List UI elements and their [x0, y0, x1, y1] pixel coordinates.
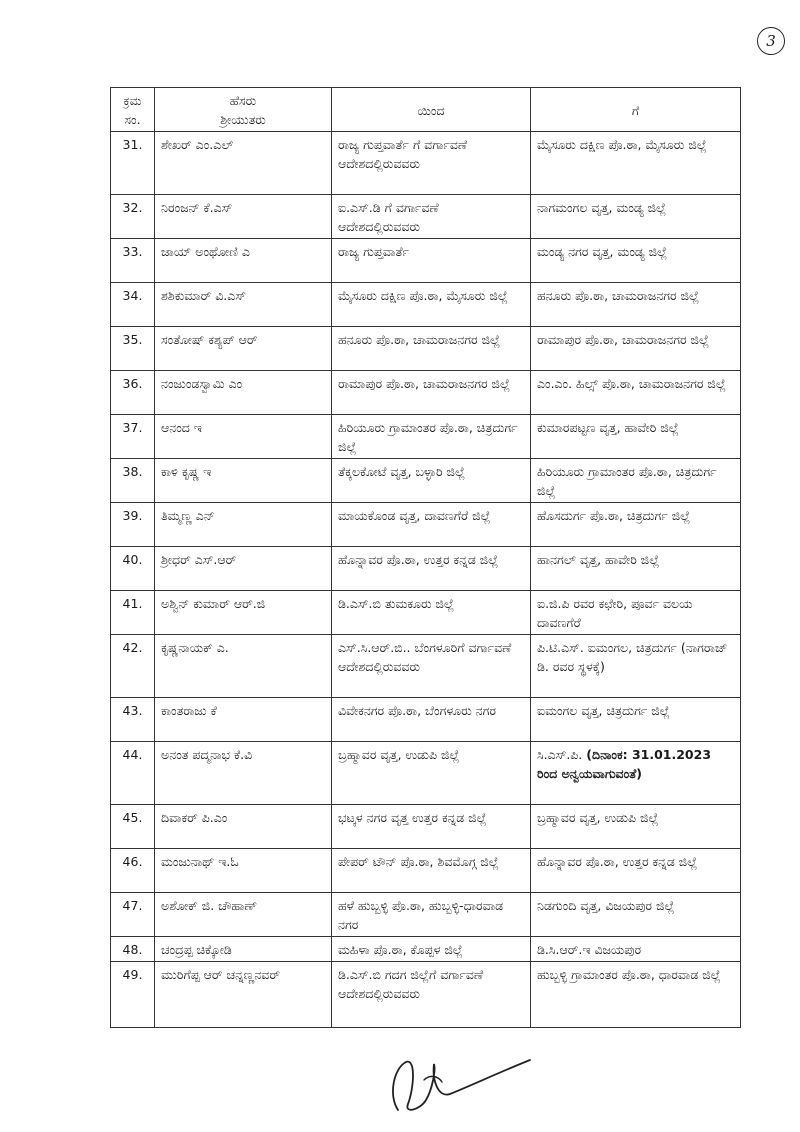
header-name-line2: ಶ್ರೀಯುತರು: [220, 112, 266, 127]
row-from: ಡಿ.ಎಸ್.ಬಿ ತುಮಕೂರು ಜಿಲ್ಲೆ: [332, 591, 531, 635]
row-to: ಹೊಸದುರ್ಗ ಪೊ.ಠಾ, ಚಿತ್ರದುರ್ಗ ಜಿಲ್ಲೆ: [531, 503, 741, 547]
row-name: ನಿರಂಜನ್ ಕೆ.ಎಸ್: [155, 195, 332, 239]
table-row: [111, 962, 741, 1028]
row-serial: 44.: [111, 742, 155, 805]
row-from: ಹನೂರು ಪೊ.ಠಾ, ಚಾಮರಾಜನಗರ ಜಿಲ್ಲೆ: [332, 327, 531, 371]
row-name: ಕೃಷ್ಣನಾಯಕ್ ಎ.: [155, 635, 332, 698]
row-name: ಸಂತೋಷ್ ಕಶ್ಯಪ್ ಆರ್: [155, 327, 332, 371]
transfer-table: [110, 87, 741, 1028]
signature: [380, 1040, 540, 1120]
table-row: [111, 698, 741, 742]
row-to: ರಾಮಾಪುರ ಪೊ.ಠಾ, ಚಾಮರಾಜನಗರ ಜಿಲ್ಲೆ: [531, 327, 741, 371]
row-serial: 46.: [111, 849, 155, 893]
row-to: ಡಿ.ಸಿ.ಆರ್.ಇ ವಿಜಯಪುರ: [531, 937, 741, 962]
header-name: [155, 88, 332, 132]
row-from: ವಿವೇಕನಗರ ಪೊ.ಠಾ, ಬೆಂಗಳೂರು ನಗರ: [332, 698, 531, 742]
table-row: [111, 503, 741, 547]
table-row: [111, 893, 741, 937]
row-to: ಎಂ.ಎಂ. ಹಿಲ್ಸ್ ಪೊ.ಠಾ, ಚಾಮರಾಜನಗರ ಜಿಲ್ಲೆ: [531, 371, 741, 415]
row-serial: 41.: [111, 591, 155, 635]
row-serial: 48.: [111, 937, 155, 962]
table-row: [111, 327, 741, 371]
table-header-row: [111, 88, 741, 132]
row-name: ಜಾಯ್ ಅಂಥೋಣಿ ಎ: [155, 239, 332, 283]
row-to: ಹಿರಿಯೂರು ಗ್ರಾಮಾಂತರ ಪೊ.ಠಾ, ಚಿತ್ರದುರ್ಗ ಜಿಲ್ಲೆ: [531, 459, 741, 503]
row-serial: 47.: [111, 893, 155, 937]
table-row: [111, 195, 741, 239]
row-to: ಹುಬ್ಬಳ್ಳಿ ಗ್ರಾಮಾಂತರ ಪೊ.ಠಾ, ಧಾರವಾಡ ಜಿಲ್ಲೆ: [531, 962, 741, 1028]
row-to: ಐ.ಜಿ.ಪಿ ರವರ ಕಛೇರಿ, ಪೂರ್ವ ವಲಯ ದಾವಣಗೆರೆ: [531, 591, 741, 635]
row-name: ಶೇಖರ್ ಎಂ.ಎಲ್: [155, 132, 332, 195]
row-to: [531, 742, 741, 805]
row-name: ಚಂದ್ರಪ್ಪ ಚಿಕ್ಕೋಡಿ: [155, 937, 332, 962]
row-serial: 32.: [111, 195, 155, 239]
row-from: ಐ.ಎಸ್.ಡಿ ಗೆ ವರ್ಗಾವಣೆ ಆದೇಶದಲ್ಲಿರುವವರು: [332, 195, 531, 239]
row-serial: 42.: [111, 635, 155, 698]
row-name: ಅಶ್ವಿನ್ ಕುಮಾರ್ ಆರ್.ಜಿ: [155, 591, 332, 635]
row-name: ಅಶೋಕ್ ಜಿ. ಚೌಹಾಣ್: [155, 893, 332, 937]
row-to: ಬ್ರಹ್ಮಾವರ ವೃತ್ತ, ಉಡುಪಿ ಜಿಲ್ಲೆ: [531, 805, 741, 849]
table-row: [111, 742, 741, 805]
row-to: ಕುಮಾರಪಟ್ಟಣ ವೃತ್ತ, ಹಾವೇರಿ ಜಿಲ್ಲೆ: [531, 415, 741, 459]
table-row: [111, 459, 741, 503]
row-from: ಮಹಿಳಾ ಪೊ.ಠಾ, ಕೊಪ್ಪಳ ಜಿಲ್ಲೆ: [332, 937, 531, 962]
row-name: ತಿಮ್ಮಣ್ಣ ಎನ್: [155, 503, 332, 547]
header-name-line1: ಹೆಸರು: [229, 93, 257, 108]
table-row: [111, 132, 741, 195]
table-row: [111, 283, 741, 327]
table-row: [111, 805, 741, 849]
row-name: ದಿವಾಕರ್ ಪಿ.ಎಂ: [155, 805, 332, 849]
row-to: ಪಿ.ಟಿ.ಎಸ್. ಐಮಂಗಲ, ಚಿತ್ರದುರ್ಗ (ನಾಗರಾಜ್ ಡಿ. ರವರ ಸ್ಥಳಕ್ಕೆ): [531, 635, 741, 698]
row-from: ಮಾಯಕೊಂಡ ವೃತ್ತ, ದಾವಣಗೆರೆ ಜಿಲ್ಲೆ: [332, 503, 531, 547]
row-from: ತೆಕ್ಕಲಕೋಟೆ ವೃತ್ತ, ಬಳ್ಳಾರಿ ಜಿಲ್ಲೆ: [332, 459, 531, 503]
table-row: [111, 849, 741, 893]
row-name: ಮುರಿಗೆಪ್ಪ ಆರ್ ಚನ್ನಣ್ಣನವರ್: [155, 962, 332, 1028]
table-row: [111, 635, 741, 698]
row-serial: 40.: [111, 547, 155, 591]
row-serial: 49.: [111, 962, 155, 1028]
row-to: ಐಮಂಗಲ ವೃತ್ತ, ಚಿತ್ರದುರ್ಗ ಜಿಲ್ಲೆ: [531, 698, 741, 742]
row-from: ಹಿರಿಯೂರು ಗ್ರಾಮಾಂತರ ಪೊ.ಠಾ, ಚಿತ್ರದುರ್ಗ ಜಿಲ್ಲೆ: [332, 415, 531, 459]
row-to-text: ಸಿ.ಎಸ್.ಪಿ.: [537, 747, 583, 762]
row-name: ಕಾಂತರಾಜು ಕೆ: [155, 698, 332, 742]
table-row: [111, 371, 741, 415]
row-from: ರಾಜ್ಯ ಗುಪ್ತವಾರ್ತೆ: [332, 239, 531, 283]
row-to: ಹೊನ್ನಾವರ ಪೊ.ಠಾ, ಉತ್ತರ ಕನ್ನಡ ಜಿಲ್ಲೆ: [531, 849, 741, 893]
row-from: ಎಸ್.ಸಿ.ಆರ್.ಬಿ.. ಬೆಂಗಳೂರಿಗೆ ವರ್ಗಾವಣೆ ಆದೇಶದಲ್ಲಿರುವವರು: [332, 635, 531, 698]
row-to: ಹಾನಗಲ್ ವೃತ್ತ, ಹಾವೇರಿ ಜಿಲ್ಲೆ: [531, 547, 741, 591]
header-to: ಗೆ: [531, 88, 741, 132]
effective-date-note: (ದಿನಾಂಕ: 31.01.2023 ರಿಂದ ಅನ್ವಯವಾಗುವಂತೆ): [537, 747, 712, 781]
table-row: [111, 415, 741, 459]
row-from: ಭಟ್ಕಳ ನಗರ ವೃತ್ತ ಉತ್ತರ ಕನ್ನಡ ಜಿಲ್ಲೆ: [332, 805, 531, 849]
header-from: ಯಿಂದ: [332, 88, 531, 132]
row-to: ಹನೂರು ಪೊ.ಠಾ, ಚಾಮರಾಜನಗರ ಜಿಲ್ಲೆ: [531, 283, 741, 327]
row-name: ಆನಂದ ಇ: [155, 415, 332, 459]
row-to: ಮೈಸೂರು ದಕ್ಷಿಣ ಪೊ.ಠಾ, ಮೈಸೂರು ಜಿಲ್ಲೆ: [531, 132, 741, 195]
row-name: ಕಾಳಿ ಕೃಷ್ಣ ಇ: [155, 459, 332, 503]
table-row: [111, 591, 741, 635]
row-name: ನಂಜುಂಡಸ್ವಾಮಿ ಎಂ: [155, 371, 332, 415]
table-row: [111, 239, 741, 283]
row-from: ಹೊನ್ನಾವರ ಪೊ.ಠಾ, ಉತ್ತರ ಕನ್ನಡ ಜಿಲ್ಲೆ: [332, 547, 531, 591]
row-to: ಮಂಡ್ಯ ನಗರ ವೃತ್ತ, ಮಂಡ್ಯ ಜಿಲ್ಲೆ: [531, 239, 741, 283]
row-from: ಮೈಸೂರು ದಕ್ಷಿಣ ಪೊ.ಠಾ, ಮೈಸೂರು ಜಿಲ್ಲೆ: [332, 283, 531, 327]
row-serial: 38.: [111, 459, 155, 503]
table-row: [111, 937, 741, 962]
row-from: ಹಳೆ ಹುಬ್ಬಳ್ಳಿ ಪೊ.ಠಾ, ಹುಬ್ಬಳ್ಳಿ-ಧಾರವಾಡ ನಗರ: [332, 893, 531, 937]
row-serial: 43.: [111, 698, 155, 742]
row-from: ಬ್ರಹ್ಮಾವರ ವೃತ್ತ, ಉಡುಪಿ ಜಿಲ್ಲೆ: [332, 742, 531, 805]
row-serial: 39.: [111, 503, 155, 547]
row-from: ಪೇಪರ್ ಟೌನ್ ಪೊ.ಠಾ, ಶಿವಮೊಗ್ಗ ಜಿಲ್ಲೆ: [332, 849, 531, 893]
row-name: ಅನಂತ ಪದ್ಮನಾಭ ಕೆ.ವಿ: [155, 742, 332, 805]
row-serial: 36.: [111, 371, 155, 415]
row-to: ನಿಡಗುಂದಿ ವೃತ್ತ, ವಿಜಯಪುರ ಜಿಲ್ಲೆ: [531, 893, 741, 937]
row-from: ಡಿ.ಎಸ್.ಬಿ ಗದಗ ಜಿಲ್ಲೆಗೆ ವರ್ಗಾವಣೆ ಆದೇಶದಲ್ಲಿರುವವರು: [332, 962, 531, 1028]
row-name: ಮಂಜುನಾಥ್ ಇ.ಓ: [155, 849, 332, 893]
row-to: ನಾಗಮಂಗಲ ವೃತ್ತ, ಮಂಡ್ಯ ಜಿಲ್ಲೆ: [531, 195, 741, 239]
row-name: ಶಶಿಕುಮಾರ್ ವಿ.ಎಸ್: [155, 283, 332, 327]
table-row: [111, 547, 741, 591]
row-serial: 45.: [111, 805, 155, 849]
header-serial: ಕ್ರಮ ಸಂ.: [111, 88, 155, 132]
row-serial: 35.: [111, 327, 155, 371]
row-serial: 34.: [111, 283, 155, 327]
row-serial: 33.: [111, 239, 155, 283]
row-serial: 31.: [111, 132, 155, 195]
row-from: ರಾಮಾಪುರ ಪೊ.ಠಾ, ಚಾಮರಾಜನಗರ ಜಿಲ್ಲೆ: [332, 371, 531, 415]
row-from: ರಾಜ್ಯ ಗುಪ್ತವಾರ್ತೆ ಗೆ ವರ್ಗಾವಣೆ ಆದೇಶದಲ್ಲಿರುವವರು: [332, 132, 531, 195]
page-number: 3: [757, 27, 785, 55]
row-name: ಶ್ರೀಧರ್ ಎಸ್.ಆರ್: [155, 547, 332, 591]
row-serial: 37.: [111, 415, 155, 459]
